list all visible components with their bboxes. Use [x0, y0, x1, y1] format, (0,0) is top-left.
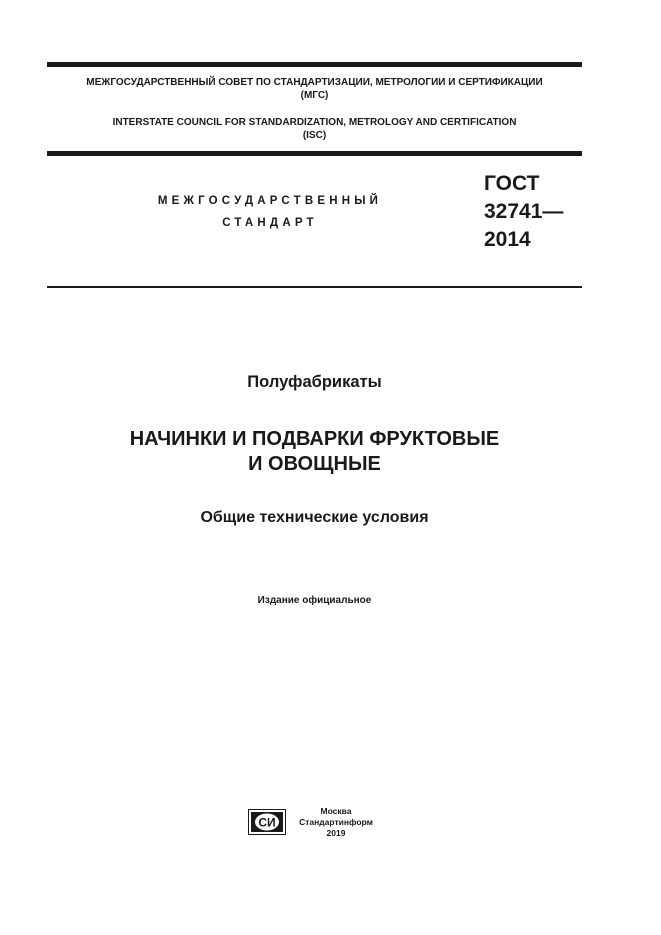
standartinform-logo-icon	[248, 809, 286, 835]
edition-label: Издание официальное	[257, 595, 372, 606]
council-name-ru	[47, 76, 582, 102]
council-abbr-ru: (МГС)	[300, 90, 329, 101]
council-name-en	[47, 116, 582, 142]
document-title	[47, 427, 582, 477]
standard-code-number: 32741—	[484, 200, 564, 223]
top-rule	[47, 62, 582, 67]
publisher-city: Москва	[320, 806, 352, 816]
middle-rule	[47, 151, 582, 156]
document-title-line1: НАЧИНКИ И ПОДВАРКИ ФРУКТОВЫЕ	[129, 428, 500, 450]
standard-code	[484, 170, 563, 254]
document-subtitle: Общие технические условия	[200, 509, 429, 526]
publisher-info	[296, 806, 376, 839]
standard-type-line2: СТАНДАРТ	[222, 217, 318, 229]
bottom-rule	[47, 286, 582, 288]
document-subject: Полуфабрикаты	[247, 373, 382, 391]
council-abbr-en: (ISC)	[302, 130, 327, 141]
logo-lettering: СИ	[258, 815, 276, 830]
publication-year: 2019	[326, 828, 346, 838]
publisher-name: Стандартинформ	[299, 817, 373, 827]
document-title-line2: И ОВОЩНЫЕ	[248, 453, 381, 475]
standard-code-prefix: ГОСТ	[484, 172, 540, 195]
standard-type	[120, 190, 420, 234]
standard-type-line1: МЕЖГОСУДАРСТВЕННЫЙ	[157, 195, 383, 207]
council-name-en-line1: INTERSTATE COUNCIL FOR STANDARDIZATION, METROLOGY AND CERTIFICATION	[112, 117, 517, 128]
standard-code-year: 2014	[484, 228, 531, 251]
council-name-ru-line1: МЕЖГОСУДАРСТВЕННЫЙ СОВЕТ ПО СТАНДАРТИЗАЦИИ, МЕТРОЛОГИИ И СЕРТИФИКАЦИИ	[86, 77, 543, 88]
